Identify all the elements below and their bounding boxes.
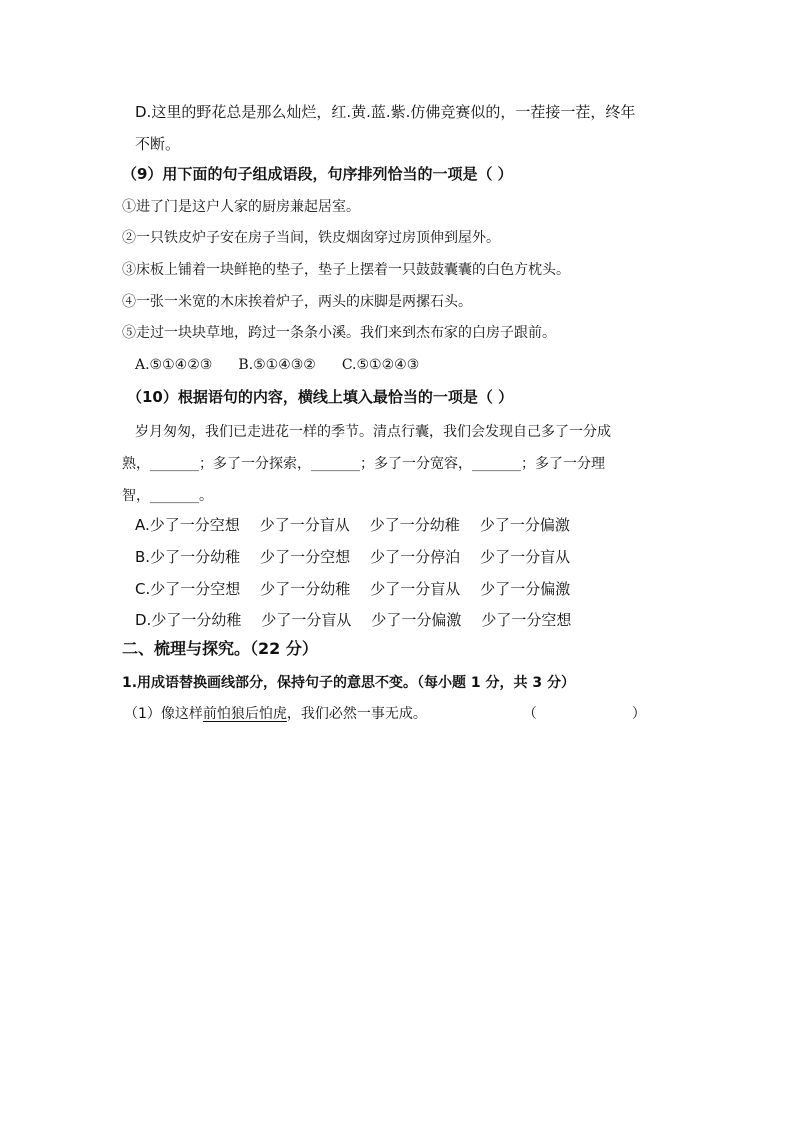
q9-sentence-5: ⑤走过一块块草地，跨过一条条小溪。我们来到杰布家的白房子跟前。 [122, 325, 556, 341]
q9-sentence-3: ③床板上铺着一块鲜艳的垫子，垫子上摆着一只鼓鼓囊囊的白色方枕头。 [122, 262, 570, 278]
q9-sentence-1: ①进了门是这户人家的厨房兼起居室。 [122, 199, 360, 215]
section2-heading: 二、梳理与探究。（22 分） [122, 639, 318, 658]
underlined-phrase: 前怕狼后怕虎 [202, 706, 287, 722]
q10-passage-line1: 岁月匆匆，我们已走进花一样的季节。清点行囊，我们会发现自己多了一分成 [135, 424, 611, 440]
q9-option-b: B.⑤①④③② [238, 357, 316, 373]
q10-option-c: C.少了一分空想 少了一分幼稚 少了一分盲从 少了一分偏激 [135, 580, 571, 598]
q10-option-d: D.少了一分幼稚 少了一分盲从 少了一分偏激 少了一分空想 [135, 611, 572, 629]
q10-passage-line2: 熟，_______；多了一分探索，_______；多了一分宽容，_______；多了一分理 [122, 456, 605, 472]
answer-bracket-close: ） [631, 706, 646, 722]
q9-sentence-2: ②一只铁皮炉子安在房子当间，铁皮烟囱穿过房顶伸到屋外。 [122, 230, 500, 246]
q9-option-a: A.⑤①④②③ [135, 357, 213, 373]
q8-option-d-line1: D.这里的野花总是那么灿烂，红.黄.蓝.紫.仿佛竞赛似的，一茬接一茬，终年 [135, 103, 636, 121]
q8-option-d-line2: 不断。 [135, 135, 181, 153]
section2-q1-stem: 1.用成语替换画线部分，保持句子的意思不变。（每小题 1 分，共 3 分） [122, 675, 576, 691]
q9-options [135, 358, 419, 372]
answer-bracket-open: （ [522, 706, 537, 722]
q10-option-a: A.少了一分空想 少了一分盲从 少了一分幼稚 少了一分偏激 [135, 516, 570, 534]
q9-option-c: C.⑤①②④③ [341, 357, 420, 373]
section2-q1-1: （1）像这样前怕狼后怕虎，我们必然一事无成。 （ ） [124, 706, 646, 722]
q9-stem: （9）用下面的句子组成语段，句序排列恰当的一项是（ ） [122, 165, 513, 183]
q10-stem: （10）根据语句的内容，横线上填入最恰当的一项是（ ） [127, 388, 514, 406]
q9-sentence-4: ④一张一米宽的木床挨着炉子，两头的床脚是两摞石头。 [122, 294, 472, 310]
q10-option-b: B.少了一分幼稚 少了一分空想 少了一分停泊 少了一分盲从 [135, 548, 571, 566]
q10-passage-line3: 智，_______。 [122, 488, 213, 504]
